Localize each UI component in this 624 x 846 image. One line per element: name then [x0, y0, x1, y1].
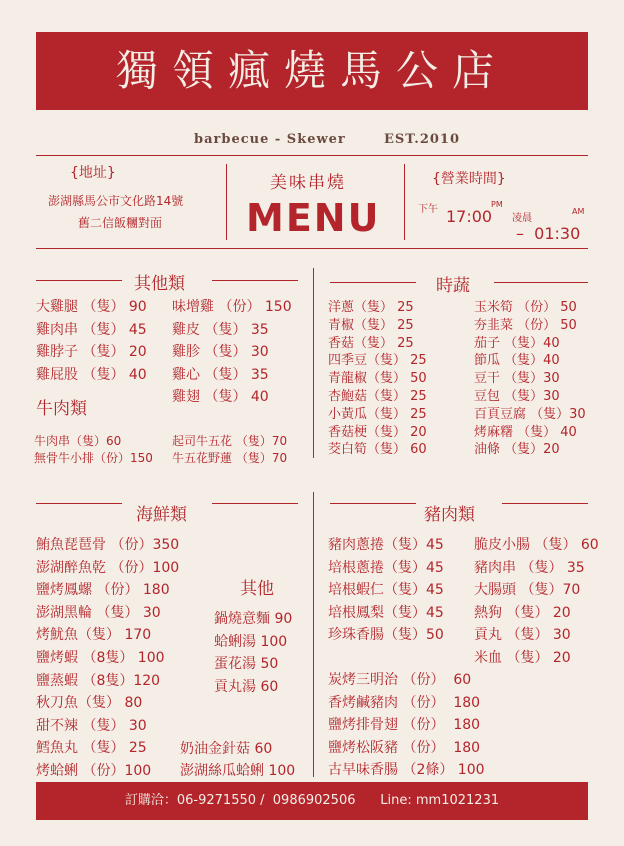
menu-item: 秋刀魚（隻） 80 — [36, 695, 143, 712]
menu-item: 杏鮑菇（隻） 25 — [328, 388, 427, 404]
menu-item: 雞脖子 （隻） 20 — [36, 344, 147, 360]
menu-item: 鮪魚琵琶骨 （份）350 — [36, 537, 180, 553]
menu-item: 牛五花野蓮 （隻）70 — [172, 451, 288, 465]
menu-item: 烤麻糬 （隻） 40 — [474, 424, 577, 440]
menu-item: 雞肉串 （隻） 45 — [36, 321, 147, 338]
veg-col1 — [328, 296, 427, 456]
menu-item: 四季豆（隻） 25 — [328, 353, 427, 369]
header-bottom-rule — [36, 248, 588, 249]
rule-pork-left — [330, 503, 416, 504]
subtitle-tagline: barbecue - Skewer — [194, 132, 346, 147]
menu-item: 夯韭菜 （份） 50 — [474, 317, 577, 333]
menu-item: 鹽烤鳳螺 （份） 180 — [36, 582, 170, 599]
hours-close: – 01:30 — [516, 224, 581, 243]
other-col1 — [36, 296, 147, 386]
menu-item: 牛肉串（隻）60 — [34, 434, 122, 448]
hours-label: {營業時間} — [432, 171, 506, 187]
section-beef-heading: 牛肉類 — [36, 399, 87, 419]
hours-night-label: 凌晨 — [512, 213, 532, 224]
menu-item: 豬肉串 （隻） 35 — [474, 559, 585, 576]
menu-item: 鹽烤松阪豬 （份） 180 — [328, 739, 481, 756]
menu-item: 洋蔥（隻） 25 — [328, 300, 414, 315]
menu-item: 香菇（隻） 25 — [328, 335, 414, 351]
menu-item: 味增雞 （份） 150 — [172, 299, 292, 315]
pork-col2 — [474, 534, 599, 670]
menu-heading: MENU — [246, 196, 381, 240]
menu-subtitle: 美味串燒 — [270, 173, 346, 193]
menu-item: 脆皮小腸 （隻） 60 — [474, 537, 599, 553]
menu-item: 培根蝦仁（隻）45 — [328, 582, 444, 599]
menu-item: 米血 （隻） 20 — [474, 649, 571, 666]
seafood-list — [36, 534, 179, 783]
menu-item: 茭白筍（隻） 60 — [328, 442, 427, 458]
subtitle-established: EST.2010 — [384, 132, 461, 147]
section-other-heading: 其他類 — [134, 274, 185, 294]
menu-item: 貢丸湯 60 — [214, 678, 279, 695]
menu-item: 澎湖絲瓜蛤蜊 100 — [180, 763, 296, 779]
rule-other-right — [212, 280, 298, 281]
header-divider-left — [226, 164, 227, 240]
rule-veg-right — [494, 282, 588, 283]
column-divider-bottom — [313, 492, 314, 777]
menu-item: 炭烤三明治 （份） 60 — [328, 672, 472, 688]
pork-extra-list — [328, 669, 485, 782]
menu-item: 節瓜 （隻）40 — [474, 353, 560, 369]
menu-item: 甜不辣 （隻） 30 — [36, 717, 147, 734]
menu-item: 奶油金針菇 60 — [180, 741, 273, 757]
menu-item: 茄子 （隻）40 — [474, 335, 560, 351]
contact-info: 訂購洽：06-9271550 / 0986902506 Line: mm1021231 — [124, 793, 500, 808]
pork-col1 — [328, 534, 444, 647]
menu-item: 鹽蒸蝦 （8隻）120 — [36, 672, 161, 689]
menu-item: 豆干 （隻）30 — [474, 371, 560, 387]
menu-item: 蛋花湯 50 — [214, 656, 279, 673]
menu-item: 鹽烤排骨翅 （份） 180 — [328, 717, 481, 734]
menu-item: 小黃瓜（隻） 25 — [328, 406, 427, 422]
address-label: {地址} — [70, 165, 116, 181]
menu-item: 玉米筍 （份） 50 — [474, 300, 577, 315]
section-misc-heading: 其他 — [240, 579, 274, 599]
column-divider-top — [313, 268, 314, 458]
menu-item: 青椒（隻） 25 — [328, 317, 414, 333]
menu-item: 青龍椒（隻） 50 — [328, 371, 427, 387]
menu-item: 油條 （隻）20 — [474, 442, 560, 458]
menu-item: 百頁豆腐 （隻）30 — [474, 406, 586, 422]
address-line2: 舊二信飯糰對面 — [78, 216, 163, 230]
restaurant-title: 獨領瘋燒馬公店 — [115, 46, 508, 95]
menu-item: 熱狗 （隻） 20 — [474, 604, 571, 621]
menu-item: 貢丸 （隻） 30 — [474, 627, 571, 644]
hours-open: 17:00 — [446, 207, 493, 226]
menu-item: 澎湖醉魚乾 （份）100 — [36, 559, 180, 576]
section-seafood-heading: 海鮮類 — [136, 505, 187, 525]
rule-other-left — [36, 280, 122, 281]
menu-item: 雞翅 （隻） 40 — [172, 389, 269, 405]
veg-col2 — [474, 296, 586, 456]
header-top-rule — [36, 155, 588, 156]
menu-item: 香烤鹹豬肉 （份） 180 — [328, 694, 481, 711]
misc-list — [214, 608, 292, 698]
menu-item: 雞屁股 （隻） 40 — [36, 366, 147, 383]
rule-seafood-right — [212, 503, 298, 504]
address-line1: 澎湖縣馬公市文化路14號 — [48, 194, 184, 208]
menu-item: 烤魷魚（隻） 170 — [36, 627, 152, 644]
menu-item: 雞胗 （隻） 30 — [172, 344, 269, 360]
menu-item: 雞心 （隻） 35 — [172, 366, 269, 383]
menu-item: 大雞腿 （隻） 90 — [36, 299, 147, 315]
rule-pork-right — [502, 503, 588, 504]
hours-am-tag: AM — [572, 207, 585, 216]
menu-item: 雞皮 （隻） 35 — [172, 321, 269, 338]
other-col2 — [172, 296, 292, 409]
menu-item: 珍珠香腸（隻）50 — [328, 627, 444, 644]
menu-item: 起司牛五花 （隻）70 — [172, 434, 288, 448]
hours-pm-tag: PM — [491, 200, 503, 209]
rule-seafood-left — [36, 503, 122, 504]
menu-item: 豆包 （隻）30 — [474, 388, 560, 404]
rule-veg-left — [330, 282, 416, 283]
menu-item: 香菇梗（隻） 20 — [328, 424, 427, 440]
menu-item: 澎湖黑輪 （隻） 30 — [36, 604, 161, 621]
menu-item: 烤蛤蜊 （份）100 — [36, 762, 152, 779]
section-pork-heading: 豬肉類 — [424, 505, 475, 525]
menu-item: 鹽烤蝦 （8隻） 100 — [36, 649, 165, 666]
header-divider-right — [404, 164, 405, 240]
menu-item: 豬肉蔥捲（隻）45 — [328, 537, 444, 553]
menu-item: 蛤蜊湯 100 — [214, 633, 288, 650]
menu-item: 鱈魚丸 （隻） 25 — [36, 740, 147, 757]
menu-item: 鍋燒意麵 90 — [214, 611, 293, 627]
section-veg-heading: 時蔬 — [436, 276, 470, 296]
menu-item: 古早味香腸 （2條） 100 — [328, 762, 485, 779]
menu-item: 培根蔥捲（隻）45 — [328, 559, 444, 576]
menu-item: 無骨牛小排（份）150 — [34, 451, 153, 465]
menu-item: 培根鳳梨（隻）45 — [328, 604, 444, 621]
menu-item: 大腸頭 （隻）70 — [474, 582, 581, 599]
hours-pm-label: 下午 — [418, 204, 438, 215]
